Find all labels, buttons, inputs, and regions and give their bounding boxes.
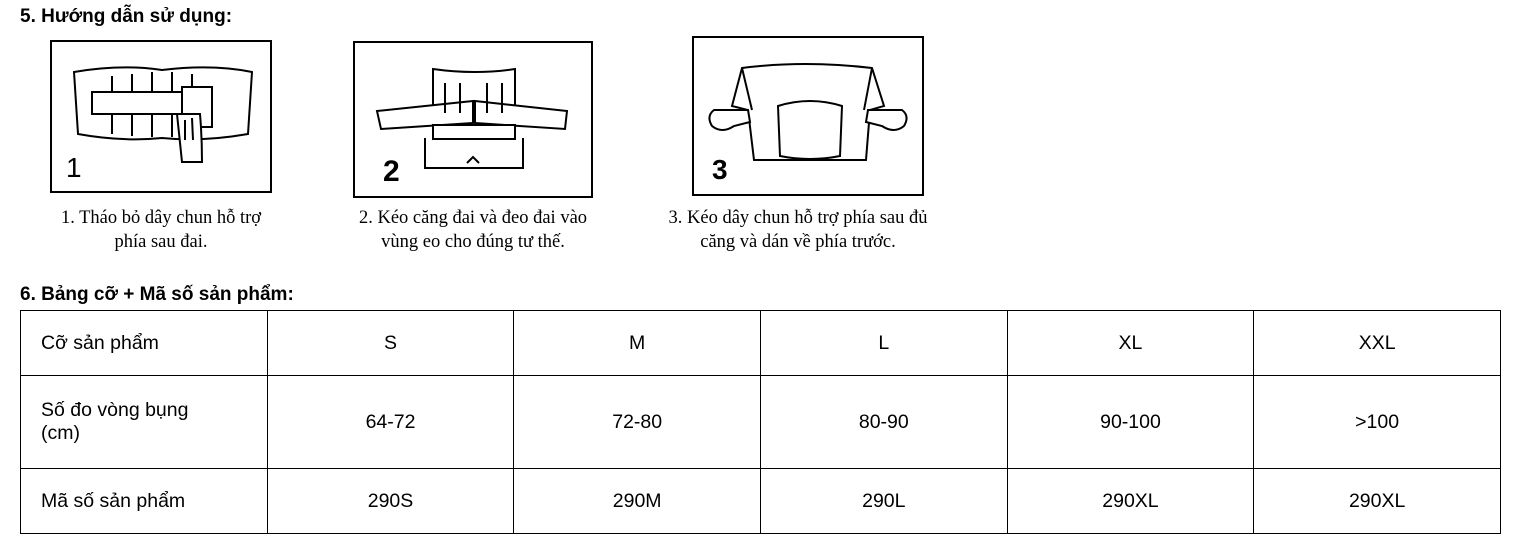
step-3-caption-line-1: 3. Kéo dây chun hỗ trợ phía sau đủ — [668, 208, 928, 228]
table-cell: 290L — [760, 469, 1007, 534]
table-cell: XXL — [1254, 311, 1501, 376]
section-6-title: 6. Bảng cỡ + Mã số sản phẩm: — [20, 284, 294, 305]
table-cell: 290XL — [1007, 469, 1254, 534]
step-2-illustration — [353, 41, 593, 198]
step-3-caption-line-2: căng và dán về phía trước. — [700, 232, 896, 252]
belt-fasten-drawing — [694, 38, 922, 194]
table-cell: 64-72 — [267, 376, 514, 469]
table-cell: 90-100 — [1007, 376, 1254, 469]
table-cell: 80-90 — [760, 376, 1007, 469]
step-3-caption — [638, 206, 958, 254]
step-3-number: 3 — [712, 154, 728, 185]
table-row-waist — [21, 376, 1501, 469]
step-2-caption-line-2: vùng eo cho đúng tư thế. — [381, 232, 565, 252]
table-cell: XL — [1007, 311, 1254, 376]
step-2-caption-line-1: 2. Kéo căng đai và đeo đai vào — [358, 208, 588, 228]
table-cell: S — [267, 311, 514, 376]
row-header-waist-line-2: (cm) — [41, 422, 80, 444]
table-cell: 290M — [514, 469, 761, 534]
table-cell: 290S — [267, 469, 514, 534]
step-2-caption — [318, 206, 628, 254]
table-cell: >100 — [1254, 376, 1501, 469]
step-1-number: 1 — [66, 152, 82, 183]
step-1-illustration — [50, 40, 272, 193]
row-header-waist — [21, 376, 268, 469]
step-1-caption-line-2: phía sau đai. — [114, 232, 208, 252]
table-row-size — [21, 311, 1501, 376]
step-2-number: 2 — [383, 155, 400, 188]
table-cell: L — [760, 311, 1007, 376]
table-row-code — [21, 469, 1501, 534]
row-header-waist-line-1: Số đo vòng bụng — [41, 399, 189, 421]
row-header-size: Cỡ sản phẩm — [21, 311, 268, 376]
row-header-code: Mã số sản phẩm — [21, 469, 268, 534]
step-1-caption-line-1: 1. Tháo bỏ dây chun hỗ trợ — [60, 208, 262, 228]
section-5-title: 5. Hướng dẫn sử dụng: — [20, 6, 233, 27]
table-cell: M — [514, 311, 761, 376]
table-cell: 72-80 — [514, 376, 761, 469]
table-cell: 290XL — [1254, 469, 1501, 534]
step-3-illustration — [692, 36, 924, 196]
step-1-caption — [22, 206, 300, 254]
size-table — [20, 310, 1501, 534]
belt-unfasten-drawing — [52, 42, 270, 191]
